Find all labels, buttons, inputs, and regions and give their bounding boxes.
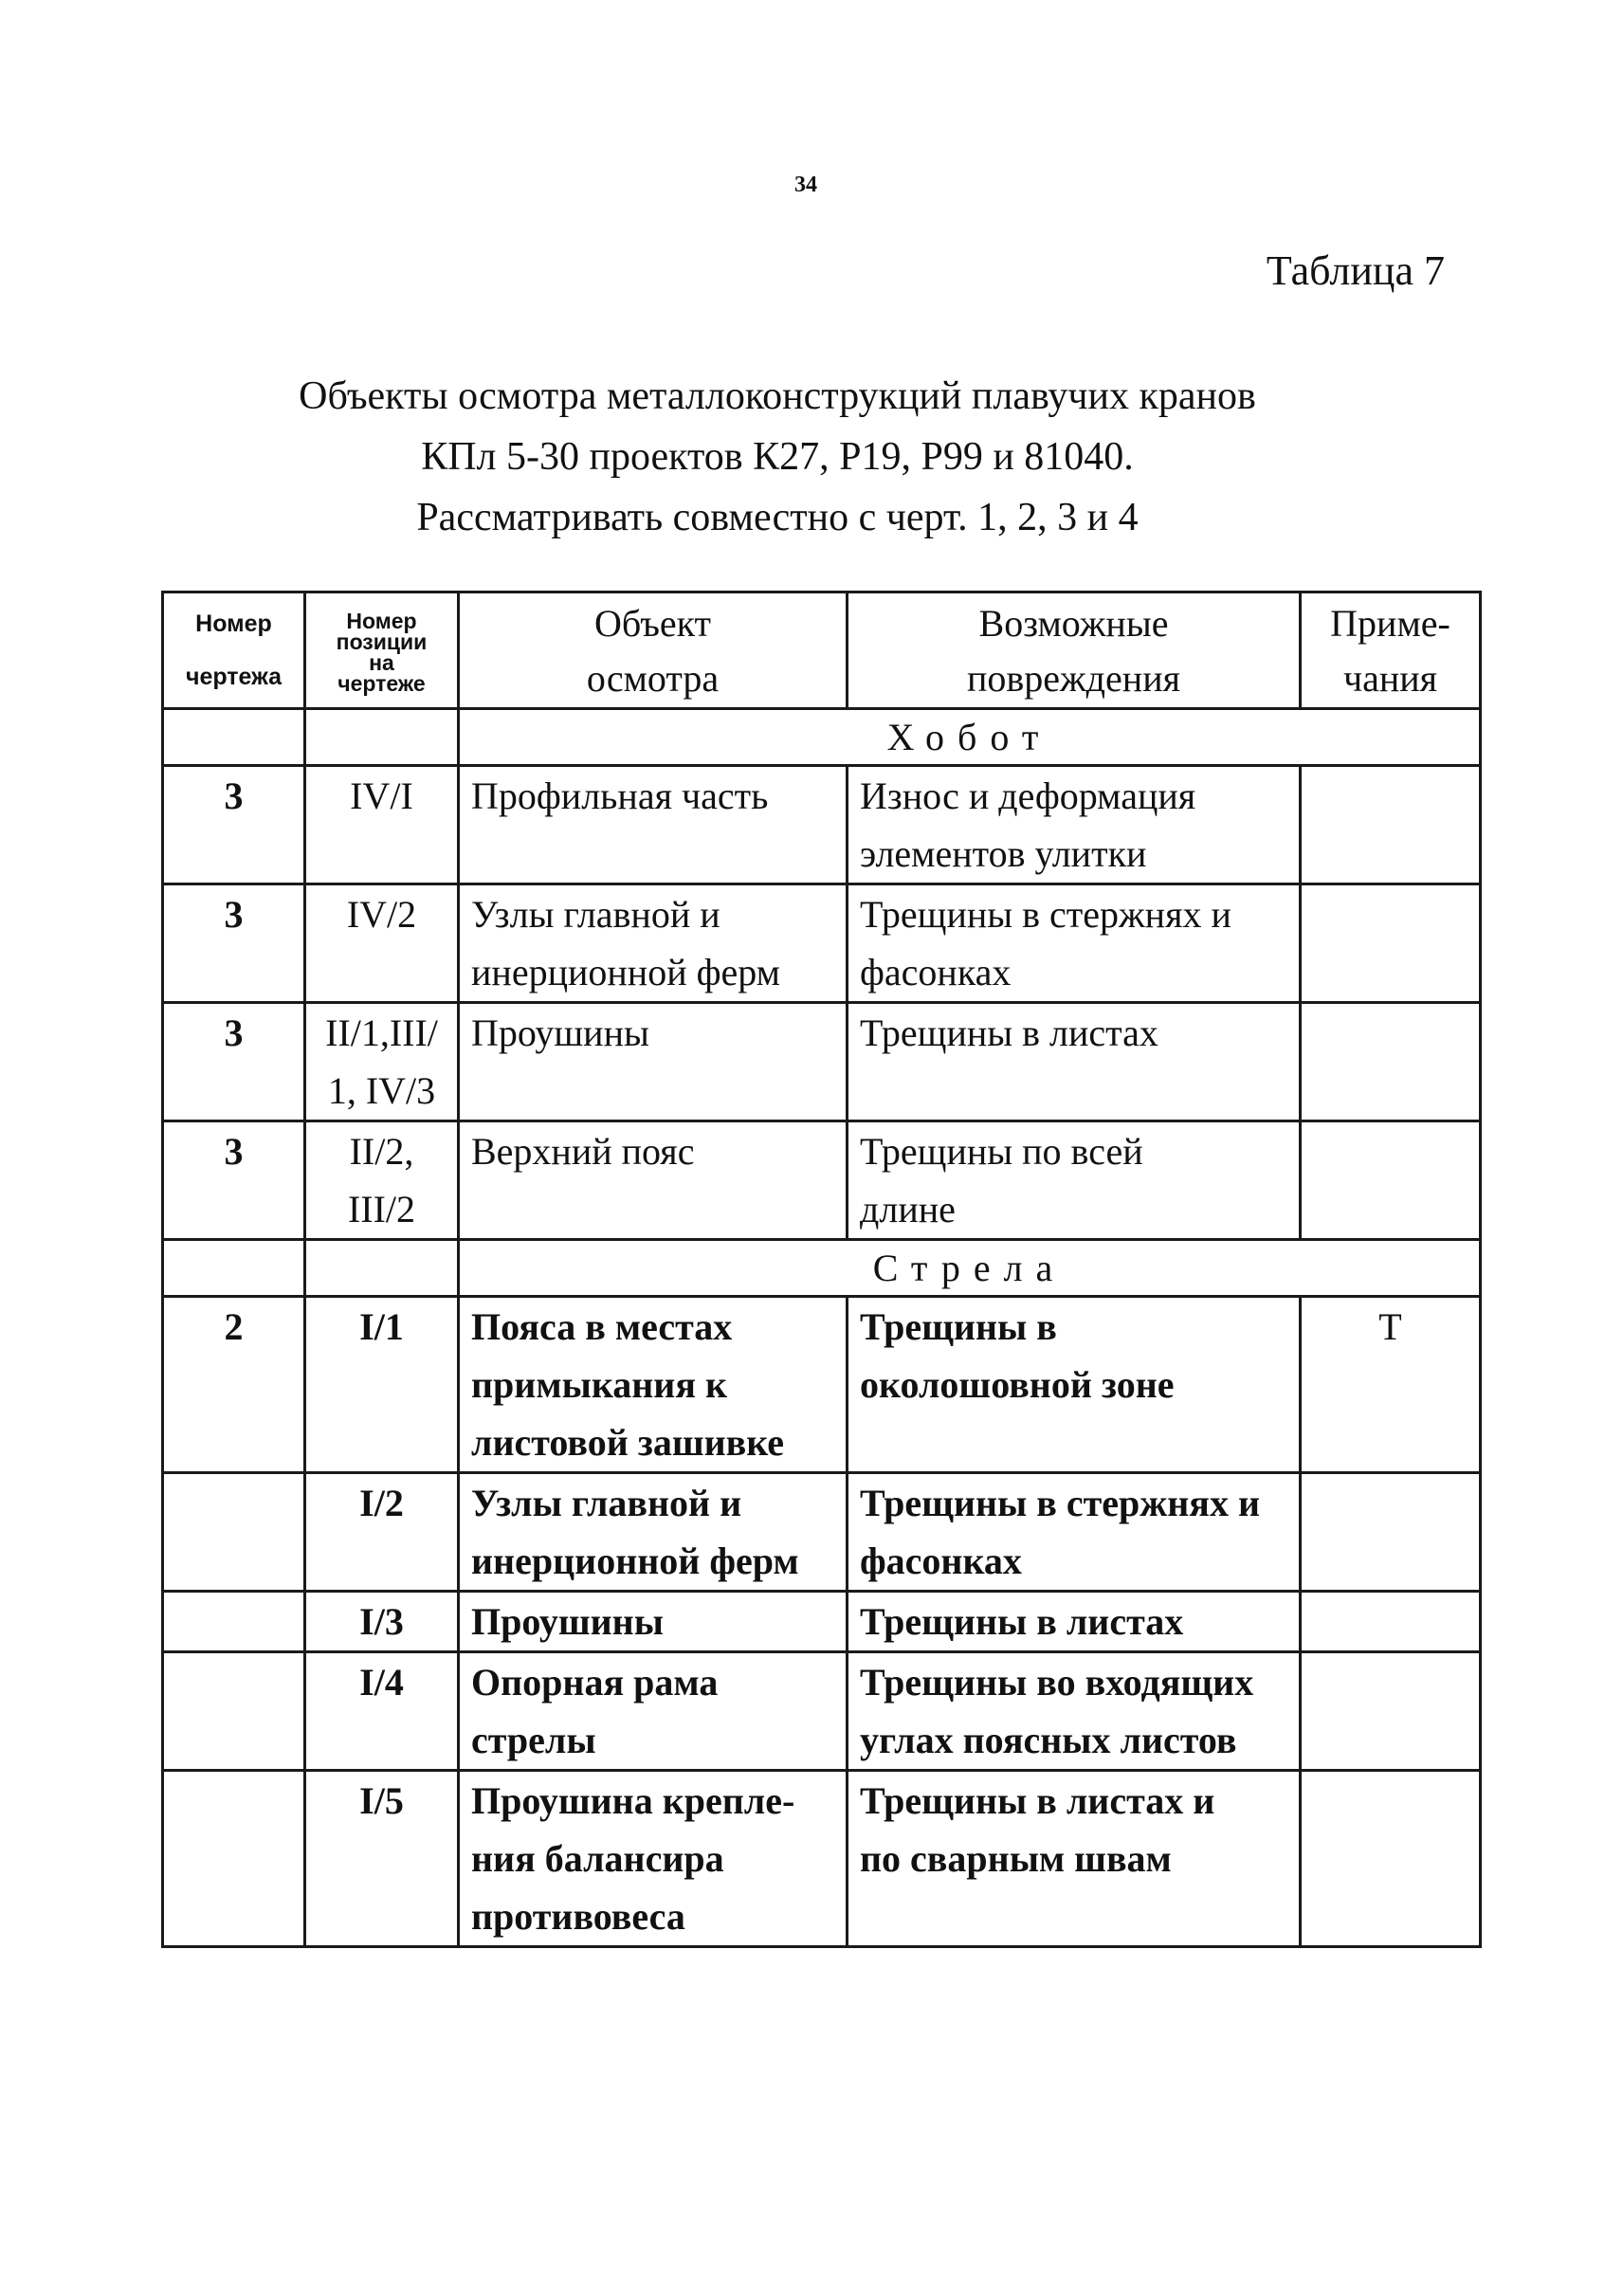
header-position-no	[305, 592, 459, 709]
damage-text: Трещины в листах и	[860, 1779, 1215, 1822]
table-label: Таблица 7	[1266, 247, 1445, 294]
object-text: листовой зашивке	[471, 1421, 785, 1464]
damage-cell	[848, 1771, 1301, 1947]
damage-cell	[848, 1003, 1301, 1121]
header-drawing-no	[163, 592, 305, 709]
object-text: Верхний пояс	[471, 1130, 695, 1173]
table-row	[163, 1003, 1481, 1121]
drawing-no: 3	[224, 774, 244, 817]
section-row	[163, 709, 1481, 766]
position-no-cell	[305, 1652, 459, 1771]
damage-cell	[848, 766, 1301, 884]
header-text: повреждения	[967, 657, 1180, 700]
position-no: I/1	[359, 1305, 404, 1348]
object-text: противовеса	[471, 1895, 685, 1938]
header-text: чания	[1342, 657, 1438, 700]
table-row	[163, 884, 1481, 1003]
object-text: Пояса в местах	[471, 1305, 733, 1348]
object-cell	[459, 1473, 848, 1592]
drawing-no-cell	[163, 1003, 305, 1121]
header-text: Номер	[195, 610, 272, 637]
damage-cell	[848, 1121, 1301, 1240]
table-row	[163, 1771, 1481, 1947]
object-text: Профильная часть	[471, 774, 769, 817]
header-text: Номер	[346, 609, 417, 633]
note-cell	[1301, 1121, 1481, 1240]
drawing-no-cell	[163, 1121, 305, 1240]
object-text: стрелы	[471, 1719, 596, 1761]
section-empty-cell	[163, 709, 305, 766]
note-cell	[1301, 1592, 1481, 1652]
position-no-cell	[305, 1473, 459, 1592]
note-cell	[1301, 1771, 1481, 1947]
damage-cell	[848, 1652, 1301, 1771]
object-cell	[459, 1652, 848, 1771]
drawing-no: 3	[224, 893, 244, 936]
table-row	[163, 1473, 1481, 1592]
note-text: Т	[1378, 1305, 1402, 1348]
object-text: Проушина крепле-	[471, 1779, 795, 1822]
object-cell	[459, 1003, 848, 1121]
header-text: Возможные	[978, 602, 1169, 645]
table-row	[163, 1592, 1481, 1652]
damage-text: Трещины в листах	[860, 1011, 1158, 1054]
drawing-no-cell	[163, 1297, 305, 1473]
drawing-no: 3	[224, 1011, 244, 1054]
drawing-no: 3	[224, 1130, 244, 1173]
damage-cell	[848, 1473, 1301, 1592]
header-text: позиции	[336, 629, 428, 654]
header-damage	[848, 592, 1301, 709]
table-header-row	[163, 592, 1481, 709]
position-no-cell	[305, 1297, 459, 1473]
drawing-no-cell	[163, 766, 305, 884]
position-no: I/3	[359, 1600, 404, 1643]
drawing-no-cell	[163, 1771, 305, 1947]
table-row	[163, 766, 1481, 884]
damage-text: Износ и деформация	[860, 774, 1196, 817]
object-text: инерционной ферм	[471, 1540, 799, 1582]
position-no: I/2	[359, 1482, 404, 1524]
caption-line-2: КПл 5-30 проектов К27, Р19, Р99 и 81040.	[421, 435, 1134, 479]
note-cell	[1301, 1003, 1481, 1121]
position-no: 1, IV/3	[327, 1069, 436, 1112]
object-cell	[459, 1297, 848, 1473]
damage-text: Трещины в стержнях и	[860, 1482, 1260, 1524]
position-no: II/1,III/	[325, 1011, 438, 1054]
position-no: I/4	[359, 1661, 404, 1704]
damage-text: Трещины в	[860, 1305, 1057, 1348]
note-cell	[1301, 1652, 1481, 1771]
header-object	[459, 592, 848, 709]
header-text: Приме-	[1330, 602, 1450, 645]
damage-cell	[848, 884, 1301, 1003]
object-text: ния балансира	[471, 1837, 724, 1880]
position-no-cell	[305, 766, 459, 884]
object-text: инерционной ферм	[471, 951, 780, 993]
section-empty-cell	[305, 1240, 459, 1297]
section-empty-cell	[163, 1240, 305, 1297]
note-cell	[1301, 766, 1481, 884]
object-cell	[459, 884, 848, 1003]
table-row	[163, 1121, 1481, 1240]
header-notes	[1301, 592, 1481, 709]
damage-cell	[848, 1592, 1301, 1652]
damage-text: элементов улитки	[860, 832, 1147, 875]
object-text: примыкания к	[471, 1363, 728, 1406]
note-cell	[1301, 1297, 1481, 1473]
note-cell	[1301, 884, 1481, 1003]
drawing-no-cell	[163, 1652, 305, 1771]
object-text: Узлы главной и	[471, 1482, 742, 1524]
inspection-table	[161, 591, 1482, 1948]
section-title: Стрела	[872, 1247, 1067, 1289]
damage-text: Трещины в листах	[860, 1600, 1184, 1643]
page-number: 34	[794, 173, 817, 197]
damage-cell	[848, 1297, 1301, 1473]
damage-text: Трещины в стержнях и	[860, 893, 1231, 936]
position-no: IV/2	[346, 893, 417, 936]
position-no-cell	[305, 1771, 459, 1947]
object-text: Узлы главной и	[471, 893, 720, 936]
drawing-no-cell	[163, 1592, 305, 1652]
caption-line-3: Рассматривать совместно с черт. 1, 2, 3 и 4	[416, 496, 1139, 539]
position-no-cell	[305, 1121, 459, 1240]
caption-line-1: Объекты осмотра металлоконструкций плавучих кранов	[299, 374, 1256, 418]
position-no-cell	[305, 1592, 459, 1652]
header-text: чертежа	[185, 664, 283, 690]
object-cell	[459, 766, 848, 884]
object-text: Проушины	[471, 1600, 664, 1643]
table-row	[163, 1297, 1481, 1473]
damage-text: фасонках	[860, 951, 1012, 993]
position-no: I/5	[359, 1779, 404, 1822]
damage-text: по сварным швам	[860, 1837, 1172, 1880]
drawing-no-cell	[163, 1473, 305, 1592]
object-cell	[459, 1592, 848, 1652]
object-cell	[459, 1771, 848, 1947]
damage-text: Трещины во входящих	[860, 1661, 1254, 1704]
position-no: IV/I	[350, 774, 413, 817]
object-cell	[459, 1121, 848, 1240]
object-text: Опорная рама	[471, 1661, 719, 1704]
position-no-cell	[305, 1003, 459, 1121]
section-title: Хобот	[886, 716, 1052, 758]
position-no-cell	[305, 884, 459, 1003]
position-no: II/2,	[349, 1130, 414, 1173]
damage-text: околошовной зоне	[860, 1363, 1175, 1406]
table-row	[163, 1652, 1481, 1771]
damage-text: длине	[860, 1188, 956, 1230]
header-text: осмотра	[586, 657, 720, 700]
damage-text: фасонках	[860, 1540, 1022, 1582]
section-title-cell	[459, 709, 1481, 766]
header-text: на	[369, 650, 394, 675]
section-title-cell	[459, 1240, 1481, 1297]
drawing-no-cell	[163, 884, 305, 1003]
section-empty-cell	[305, 709, 459, 766]
damage-text: углах поясных листов	[860, 1719, 1237, 1761]
note-cell	[1301, 1473, 1481, 1592]
header-text: чертеже	[337, 671, 426, 696]
damage-text: Трещины по всей	[860, 1130, 1143, 1173]
drawing-no: 2	[224, 1305, 244, 1348]
header-text: Объект	[593, 602, 712, 645]
position-no: III/2	[347, 1188, 416, 1230]
object-text: Проушины	[471, 1011, 649, 1054]
section-row	[163, 1240, 1481, 1297]
